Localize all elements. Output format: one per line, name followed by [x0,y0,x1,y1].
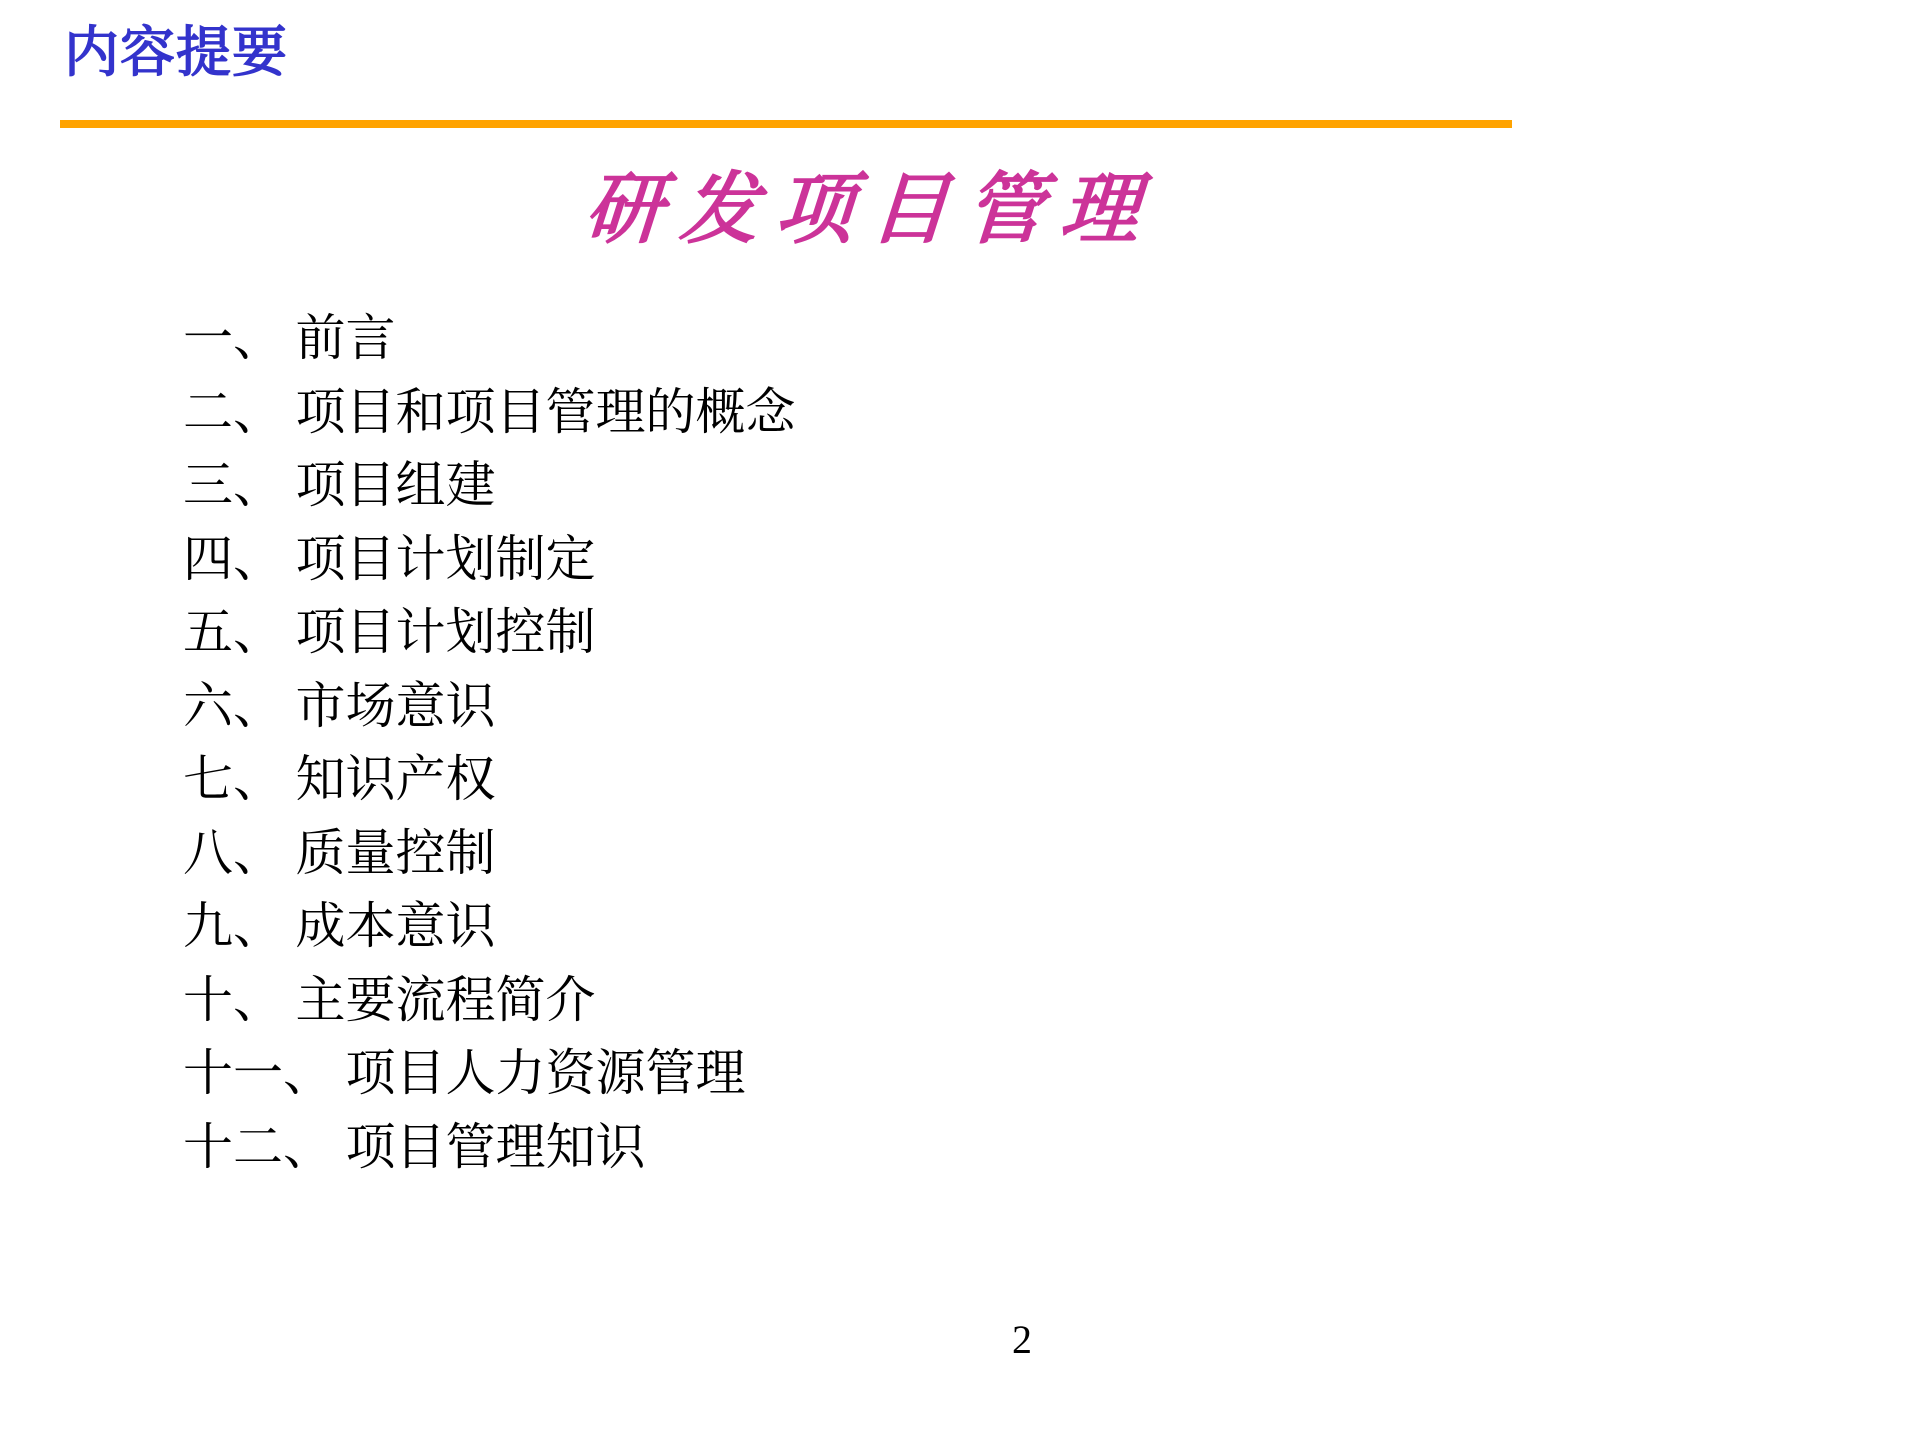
toc-item: 二、 项目和项目管理的概念 [183,383,796,440]
toc-item: 十二、 项目管理知识 [183,1118,646,1175]
toc-item: 一、 前言 [183,310,396,366]
slide-title: 研发项目管理 [581,166,1160,253]
divider-line [60,120,1512,128]
toc-item: 十、 主要流程简介 [183,971,596,1028]
toc-item: 三、 项目组建 [183,457,496,513]
toc-item: 七、 知识产权 [183,751,496,807]
slide-heading: 内容提要 [64,21,289,83]
page-number: 2 [1012,1317,1032,1362]
toc-item: 五、 项目计划控制 [183,604,596,660]
toc-item: 六、 市场意识 [183,677,496,734]
toc-item: 十一、 项目人力资源管理 [183,1045,746,1101]
toc-item: 九、 成本意识 [183,898,496,954]
toc-list [183,302,796,1184]
toc-item: 四、 项目计划制定 [183,530,596,587]
toc-item: 八、 质量控制 [183,824,496,881]
